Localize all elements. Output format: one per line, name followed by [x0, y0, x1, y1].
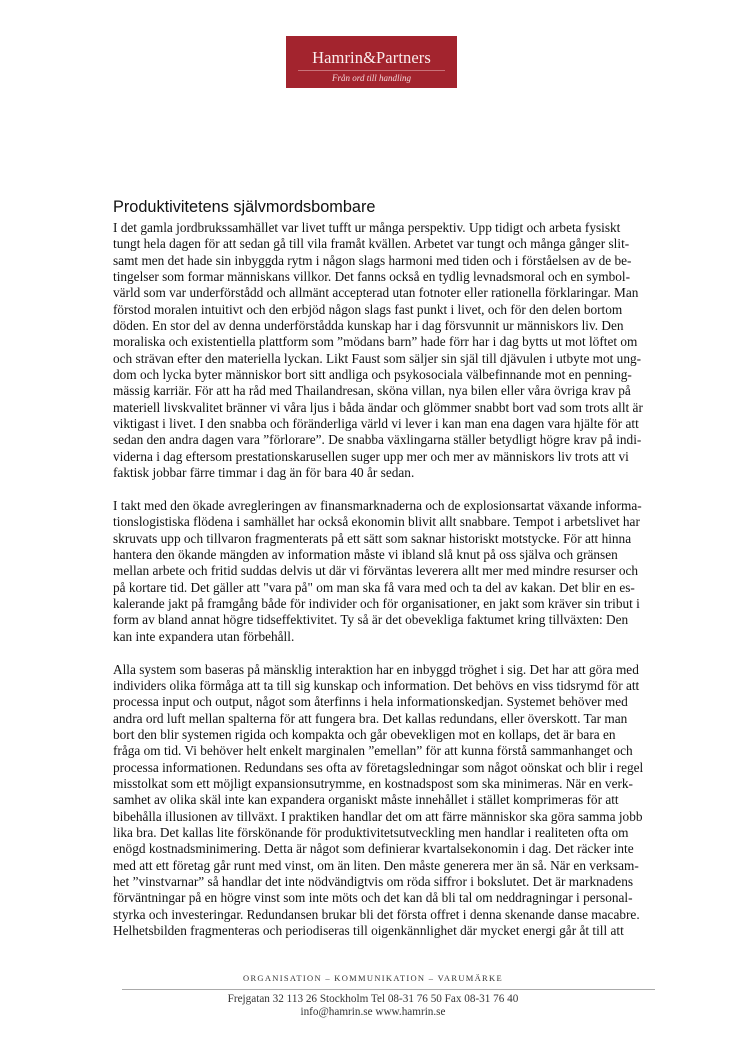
paragraph	[113, 662, 673, 940]
text-line: Helhetsbilden fragmenteras och periodiseras till oigenkännlighet där mycket energi går åt till att	[113, 923, 624, 939]
text-line: med att ett företag går runt med vinst, om än liten. Den måste generera mer än så. När en verksam-	[113, 857, 639, 873]
footer-contact: info@hamrin.se www.hamrin.se	[300, 1006, 446, 1018]
document-title: Produktivitetens självmordsbombare	[113, 198, 376, 216]
text-line: bort den blir systemen rigida och kompakta och går obevekligen mot en kollaps, det är bara en	[113, 726, 616, 742]
logo-divider	[298, 70, 445, 71]
text-line: sedan den andra dagen vara ”förlorare”. De snabba växlingarna ställer betydligt högre krav på indi-	[113, 432, 642, 448]
text-line: skruvats upp och tillvaron fragmenterats på ett sätt som saknar historiskt motstycke. För att hinna	[113, 530, 632, 546]
text-line: bibehålla illusionen av tillväxt. I praktiken handlar det om att färre människor ska göra samma jobb	[113, 808, 643, 824]
text-line: mässig karriär. För att ha råd med Thailandresan, sköna villan, nya bilen eller våra övriga krav på	[113, 383, 631, 399]
text-line: tingelser som formar människans villkor. Det fanns också en tydlig levnadsmoral och en symbol-	[113, 269, 630, 285]
text-line: I takt med den ökade avregleringen av finansmarknaderna och de explosionsartat växande informa-	[113, 498, 642, 513]
text-line: kan inte expandera utan förbehåll.	[113, 628, 295, 644]
text-line: andra ord luft mellan spalterna för att fungera bra. Det kallas redundans, eller överskott. Tar man	[113, 710, 628, 726]
text-line: döden. En stor del av denna underförstådda kunskap har i dag försvunnit ur människors liv. Den	[113, 318, 624, 334]
text-line: faktisk jobbar färre timmar i dag än för bara 40 år sedan.	[113, 465, 415, 481]
text-line: och strävan efter den materiella lyckan. Likt Faust som säljer sin själ till djävulen i utbyte mot ung-	[113, 350, 642, 366]
document-body	[113, 220, 673, 939]
text-line: mellan arbete och fritid suddas delvis ut där vi förväntas leverera allt mer med mindre resurser och	[113, 563, 639, 579]
text-line: hantera den ökande mängden av information måste vi ibland slå knut på oss själva och gränsen	[113, 547, 618, 563]
text-line: förväntningar på en högre vinst som inte möts och det kan då bli tal om neddragningar i personal-	[113, 890, 633, 906]
text-line: förstod moralen intuitivt och den erbjöd någon slags fast punkt i livet, och för den delen bortom	[113, 301, 623, 317]
text-line: styrka och investeringar. Redundansen brukar bli det första offret i denna skenande danse macabre.	[113, 906, 640, 922]
text-line: Alla system som baseras på mänsklig interaktion har en inbyggd tröghet i sig. Det har att göra med	[113, 661, 639, 677]
text-line: lika bra. Det kallas lite förskönande för produktivitetsutveckling men handlar i realiteten ofta om	[113, 825, 629, 841]
text-line: fråga om tid. Vi behöver helt enkelt marginalen ”emellan” för att kunna förstå sammanhanget och	[113, 743, 633, 759]
text-line: värld som var underförstådd och allmänt accepterad utan fotnoter eller rationella förklaringar. Man	[113, 285, 639, 301]
paragraph-gap	[113, 482, 673, 499]
paragraph	[113, 220, 673, 482]
footer-divider	[122, 989, 655, 990]
text-line: tionslogistiska flödena i samhället har också ekonomin blivit allt snabbare. Tempot i arbetslivet har	[113, 514, 640, 530]
paragraph-gap	[113, 645, 673, 662]
text-line: enögd kostnadsminimering. Detta är något som definierar kvartalsekonomin i dag. Det räcker inte	[113, 841, 634, 857]
text-line: samt men det hade sin inbyggda rytm i någon slags harmoni med tiden och i förståelsen av de be-	[113, 252, 632, 268]
footer-address: Frejgatan 32 113 26 Stockholm Tel 08-31 76 50 Fax 08-31 76 40	[227, 993, 519, 1005]
text-line: processa input och output, något som återfinns i hela informationskedjan. Systemet behöver med	[113, 694, 628, 710]
text-line: kalerande jakt på framgång både för individer och för organisationer, en jakt som kräver sin tribut i	[113, 596, 640, 612]
company-logo	[286, 36, 457, 88]
text-line: på kortare tid. Det gäller att "vara på" om man ska få vara med och ta del av kakan. Det blir en es-	[113, 579, 635, 595]
text-line: samhet av olika skäl inte kan expandera organiskt måste innehållet i stället komprimeras för att	[113, 792, 619, 808]
text-line: form av bland annat högre tidseffektivitet. Ty så är det obevekliga faktumet kring tillväxten: Den	[113, 612, 629, 628]
text-line: viktigast i livet. I den snabba och föränderliga värld vi lever i kan man ena dagen vara hjälte för att	[113, 416, 639, 432]
logo-company-name: Hamrin&Partners	[312, 48, 431, 67]
text-line: I det gamla jordbrukssamhället var livet tufft ur många perspektiv. Upp tidigt och arbeta fysiskt	[113, 220, 621, 235]
logo-tagline: Från ord till handling	[332, 73, 411, 83]
text-line: materiell livskvalitet bränner vi våra ljus i båda ändar och glömmer snabbt bort vad som trots allt är	[113, 399, 643, 415]
text-line: het ”vinstvarnar” så handlar det inte nödvändigtvis om röda siffror i bokslutet. Det är marknadens	[113, 874, 634, 890]
text-line: individers olika förmåga att ta till sig kunskap och information. Det behövs en viss tidsrymd för att	[113, 677, 640, 693]
text-line: viderna i dag eftersom prestationskarusellen suger upp mer och mer av människors liv trots att vi	[113, 448, 629, 464]
text-line: dom och lycka byter människor bort sitt andliga och psykosociala välbefinnande mot en penning-	[113, 367, 632, 383]
text-line: misstolkat som ett möjligt expansionsutrymme, en kostnadspost som ska minimeras. När en verk-	[113, 776, 633, 791]
text-line: tungt hela dagen för att sedan gå till vila framåt kvällen. Arbetet var tungt och många gånger slit-	[113, 236, 630, 252]
text-line: moraliska och existentiella plattform som ”mödans barn” hade förr har i dag bytts ut mot löftet om	[113, 334, 638, 350]
footer-tagline: ORGANISATION – KOMMUNIKATION – VARUMÄRKE	[243, 973, 503, 983]
paragraph	[113, 498, 673, 645]
text-line: processa informationen. Redundans ses ofta av företagsledningar som något oönskat och blir i regel	[113, 759, 644, 775]
